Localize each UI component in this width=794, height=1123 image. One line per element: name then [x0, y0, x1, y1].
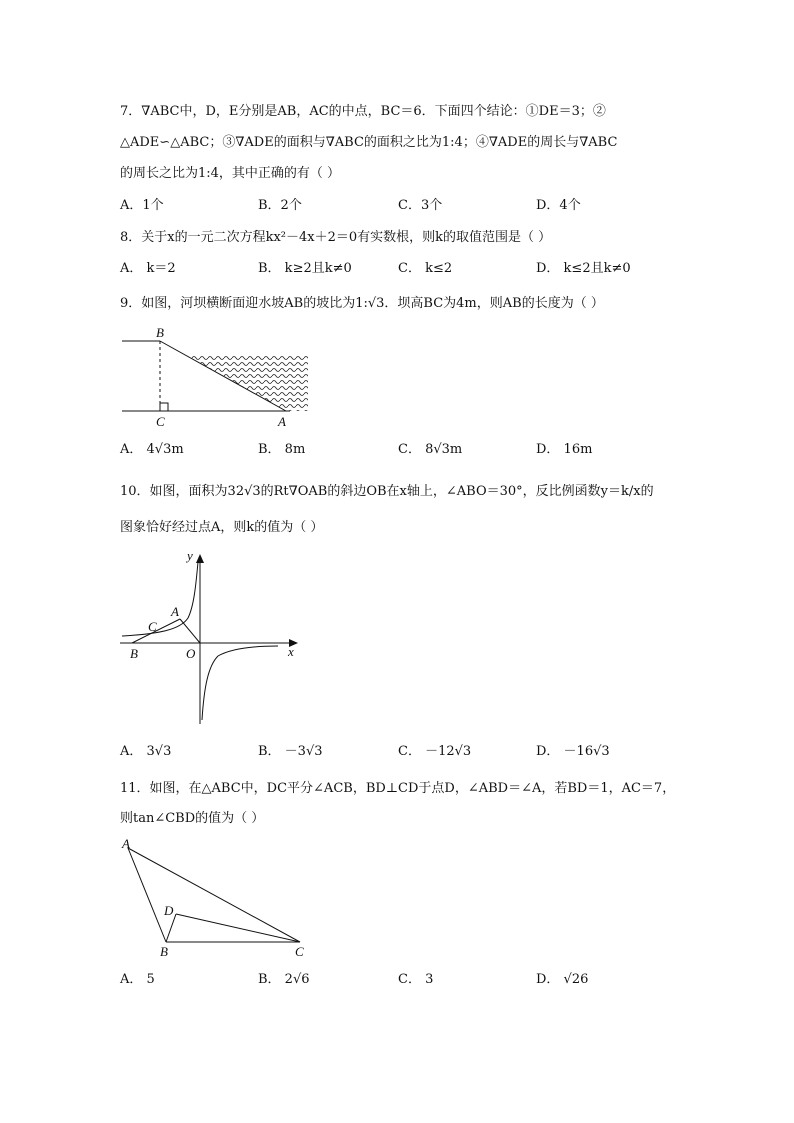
- q8-line-1: 8．关于x的一元二次方程kx²－4x＋2＝0有实数根，则k的取值范围是（ ）: [120, 230, 552, 245]
- right-angle-mark: [160, 403, 168, 411]
- q8-option-a: A． k＝2: [120, 261, 176, 276]
- q11-triangle-figure: [118, 834, 318, 964]
- q7-option-a: A．1个: [120, 198, 164, 213]
- q7-option-d: D．4个: [536, 198, 581, 213]
- q10-option-b: B． －3√3: [258, 744, 323, 759]
- segment-ao: [180, 619, 200, 643]
- label-d: D: [164, 903, 174, 918]
- label-c: C: [295, 944, 304, 959]
- q10-option-c: C． －12√3: [398, 744, 472, 759]
- q10-hyperbola-figure: [118, 548, 308, 728]
- label-b: B: [130, 646, 138, 661]
- q10-line-2: 图象恰好经过点A，则k的值为（ ）: [120, 520, 324, 535]
- q7-option-b: B．2个: [258, 198, 302, 213]
- q11-line-1: 11．如图，在△ABC中，DC平分∠ACB，BD⊥CD于点D，∠ABD＝∠A，若BD＝1，AC＝7，: [120, 781, 676, 796]
- y-axis-arrow: [196, 554, 204, 563]
- segment-ab: [128, 848, 166, 942]
- q9-option-a: A． 4√3m: [120, 442, 184, 457]
- q8-option-b: B． k≥2且k≠0: [258, 261, 352, 276]
- label-x: x: [288, 644, 294, 659]
- q11-option-a: A． 5: [120, 972, 155, 987]
- q10-line-1: 10．如图，面积为32√3的Rt∇OAB的斜边OB在x轴上，∠ABO＝30°，反比例函数y＝k/x的: [120, 484, 654, 499]
- label-c: C: [148, 619, 157, 634]
- label-a: A: [171, 604, 179, 619]
- segment-dc: [176, 914, 300, 942]
- hyperbola-branch-lower-right: [202, 646, 278, 720]
- label-b: B: [160, 944, 168, 959]
- q11-option-b: B． 2√6: [258, 972, 310, 987]
- q9-option-c: C． 8√3m: [398, 442, 463, 457]
- q9-line-1: 9．如图，河坝横断面迎水坡AB的坡比为1:√3．坝高BC为4m，则AB的长度为（ ）: [120, 296, 604, 311]
- hyperbola-branch-upper-left: [122, 562, 198, 636]
- q7-option-c: C．3个: [398, 198, 443, 213]
- segment-ac: [128, 848, 300, 942]
- label-o: O: [186, 646, 196, 661]
- q8-option-d: D． k≤2且k≠0: [536, 261, 631, 276]
- q7-line-2: △ADE∽△ABC；③∇ADE的面积与∇ABC的面积之比为1:4；④∇ADE的周长与∇ABC: [120, 135, 618, 150]
- q11-option-d: D． √26: [536, 972, 589, 987]
- q9-option-d: D． 16m: [536, 442, 593, 457]
- label-b: B: [156, 325, 164, 340]
- q11-line-2: 则tan∠CBD的值为（ ）: [120, 811, 265, 826]
- q7-line-3: 的周长之比为1:4，其中正确的有（ ）: [120, 166, 341, 181]
- segment-bd: [166, 914, 176, 942]
- q11-option-c: C． 3: [398, 972, 434, 987]
- label-c: C: [156, 414, 165, 429]
- label-a: A: [122, 836, 130, 851]
- q10-option-a: A． 3√3: [120, 744, 172, 759]
- label-y: y: [187, 548, 193, 563]
- label-a: A: [278, 414, 286, 429]
- q7-line-1: 7．∇ABC中，D，E分别是AB，AC的中点，BC＝6．下面四个结论：①DE＝3；②: [120, 104, 606, 119]
- q9-option-b: B． 8m: [258, 442, 306, 457]
- q9-dam-figure: [120, 325, 320, 430]
- water-hatch: [186, 355, 308, 411]
- q8-option-c: C． k≤2: [398, 261, 453, 276]
- q10-option-d: D． －16√3: [536, 744, 610, 759]
